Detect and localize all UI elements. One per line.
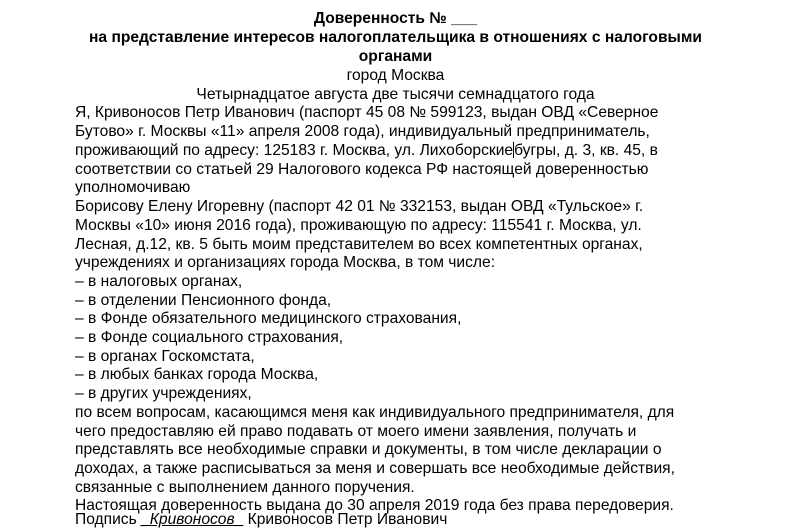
signature-line <box>75 511 447 529</box>
document-city: город Москва <box>346 67 445 84</box>
signature-label: Подпись <box>75 511 137 528</box>
list-item: – в любых банках города Москва, <box>75 366 319 383</box>
body-line: соответствии со статьей 29 Налогового кодекса РФ настоящей доверенностью <box>75 161 649 178</box>
list-item: – в Фонде социального страхования, <box>75 329 344 346</box>
body-line: представлять все необходимые справки и документы, в том числе декларации о <box>75 441 662 458</box>
list-item: – в Фонде обязательного медицинского страхования, <box>75 310 462 327</box>
body-line: Я, Кривоносов Петр Иванович (паспорт 45 08 № 599123, выдан ОВД «Северное <box>75 104 659 121</box>
body-line: доходах, а также расписываться за меня и совершать все необходимые действия, <box>75 460 675 477</box>
list-item: – в органах Госкомстата, <box>75 348 255 365</box>
document-date: Четырнадцатое августа две тысячи семнадцатого года <box>196 86 595 103</box>
document-subtitle-line-2: органами <box>358 48 433 65</box>
document-title: Доверенность № ___ <box>313 10 478 27</box>
body-line: связанные с выполнением данного поручения. <box>75 479 415 496</box>
body-line: по всем вопросам, касающимся меня как индивидуального предпринимателя, для <box>75 404 675 421</box>
signature-full-name: Кривоносов Петр Иванович <box>247 511 448 528</box>
list-item: – в налоговых органах, <box>75 273 243 290</box>
body-line: учреждениях и организациях города Москва, в том числе: <box>75 254 496 271</box>
body-line: Настоящая доверенность выдана до 30 апреля 2019 года без права передоверия. <box>75 497 674 514</box>
body-line: Борисову Елену Игоревну (паспорт 42 01 № 332153, выдан ОВД «Тульское» г. <box>75 198 644 215</box>
body-line-part: бугры, д. 3, кв. 45, в <box>514 142 658 159</box>
body-line: уполномочиваю <box>75 179 191 196</box>
list-item: – в других учреждениях, <box>75 385 252 402</box>
body-line: Лесная, д.12, кв. 5 быть моим представителем во всех компетентных органах, <box>75 236 643 253</box>
body-line: чего предоставляю ей право подавать от моего имени заявления, получать и <box>75 423 637 440</box>
body-line-part: проживающий по адресу: 125183 г. Москва, ул. Лихоборские <box>75 142 514 159</box>
document-subtitle-line-1: на представление интересов налогоплательщика в отношениях с налоговыми <box>89 29 702 46</box>
body-line-address <box>75 142 658 160</box>
body-line: Бутово» г. Москвы «11» апреля 2008 года), индивидуальный предприниматель, <box>75 123 650 140</box>
list-item: – в отделении Пенсионного фонда, <box>75 292 332 309</box>
body-line: Москвы «10» июня 2016 года), проживающую по адресу: 115541 г. Москва, ул. <box>75 217 642 234</box>
signature-handwritten: _Кривоносов_ <box>141 511 244 528</box>
